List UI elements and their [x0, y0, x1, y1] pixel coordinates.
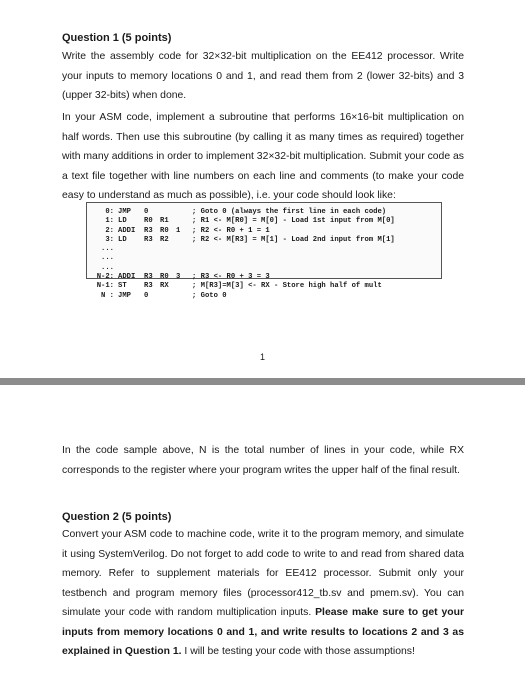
code-line-number: 0: [105, 208, 114, 216]
code-operand-1: R3 [144, 226, 153, 235]
code-comment: ; R2 <- R0 + 1 = 1 [192, 226, 270, 235]
code-comment: ; Goto 0 [192, 291, 227, 300]
question-2-paragraph-start: Convert your ASM code to machine code, write it to the program memory, and simulate it using SystemVerilog. Do not forget to add code to write to and read from shared data memory. Refer to supplement materials for EE412 processor. Submit only your testbench and program memory files (processor412_tb.sv and pmem.sv). You can simulate your code with random multiplication inputs. [62, 529, 464, 618]
code-comment: ; Goto 0 (always the first line in each code) [192, 208, 387, 216]
code-operand-2: R2 [160, 235, 169, 244]
code-operand-1: R3 [144, 282, 153, 291]
code-opcode: ADDI [118, 226, 136, 235]
code-line [92, 236, 441, 245]
code-opcode: LD [118, 217, 127, 226]
question-1-paragraph-2: In your ASM code, implement a subroutine that performs 16×16-bit multiplication on half words. Then use this subroutine (by calling it as many times as required) together with many additions in order to implement 32×32-bit multiplication. Submit your code as a text file together with line numbers on each line and comments (to make your code easy to understand as much as possible), i.e. your code should look like: [62, 112, 464, 201]
code-operand-2: R1 [160, 217, 169, 226]
code-line [92, 208, 441, 217]
code-line [92, 282, 441, 291]
code-line-number: ... [101, 254, 114, 263]
question-2-paragraph-end: I will be testing your code with those assumptions! [181, 646, 415, 657]
code-comment: ; R2 <- M[R3] = M[1] - Load 2nd input from M[1] [192, 235, 395, 244]
code-operand-1: R3 [144, 235, 153, 244]
code-line [92, 292, 441, 301]
code-line-number: ... [101, 245, 114, 254]
code-line-number: 3: [105, 235, 114, 244]
code-line-number: N-2: [96, 273, 114, 282]
code-line-number: ... [101, 263, 114, 272]
code-line [92, 264, 441, 273]
question-2-heading: Question 2 (5 points) [62, 511, 172, 523]
question-2-paragraph-bold: Please make sure to get your inputs from memory locations 0 and 1, and write results to locations 2 and 3 as explained in Question 1. [62, 607, 464, 657]
code-line-number: N-1: [96, 282, 114, 291]
page-2 [0, 385, 525, 700]
code-operand-3: 1 [176, 226, 181, 235]
code-sample-box [86, 202, 442, 300]
page-separator [0, 378, 525, 385]
code-operand-1: 0 [144, 208, 149, 216]
code-line [92, 227, 441, 236]
code-lines [92, 208, 441, 301]
code-comment: ; M[R3]=M[3] <- RX - Store high half of mult [192, 282, 382, 291]
code-operand-2: R0 [160, 226, 169, 235]
question-2-paragraph [62, 525, 464, 662]
code-line-number: 1: [105, 217, 114, 226]
code-line-number: N : [101, 291, 114, 300]
question-1-paragraph-1: Write the assembly code for 32×32-bit multiplication on the EE412 processor. Write your inputs to memory locations 0 and 1, and read them from 2 (lower 32-bits) and 3 (upper 32-bits) when done. [62, 51, 464, 101]
code-operand-1: 0 [144, 291, 149, 300]
code-comment: ; R1 <- M[R0] = M[0] - Load 1st input from M[0] [192, 217, 395, 226]
code-line [92, 254, 441, 263]
code-line [92, 273, 441, 282]
code-line-number: 2: [105, 226, 114, 235]
code-operand-1: R0 [144, 217, 153, 226]
code-opcode: ADDI [118, 273, 136, 282]
code-operand-3: 3 [176, 273, 181, 282]
code-operand-2: RX [160, 282, 169, 291]
code-comment: ; R3 <- R0 + 3 = 3 [192, 273, 270, 282]
code-line [92, 217, 441, 226]
code-opcode: JMP [118, 208, 131, 216]
page-number: 1 [259, 352, 265, 362]
code-opcode: ST [118, 282, 127, 291]
code-operand-2: R0 [160, 273, 169, 282]
code-opcode: LD [118, 235, 127, 244]
code-opcode: JMP [118, 291, 131, 300]
n-explanation-paragraph: In the code sample above, N is the total number of lines in your code, while RX corresponds to the register where your program writes the upper half of the final result. [62, 445, 464, 476]
code-line [92, 245, 441, 254]
question-1-heading: Question 1 (5 points) [62, 32, 172, 44]
code-operand-1: R3 [144, 273, 153, 282]
